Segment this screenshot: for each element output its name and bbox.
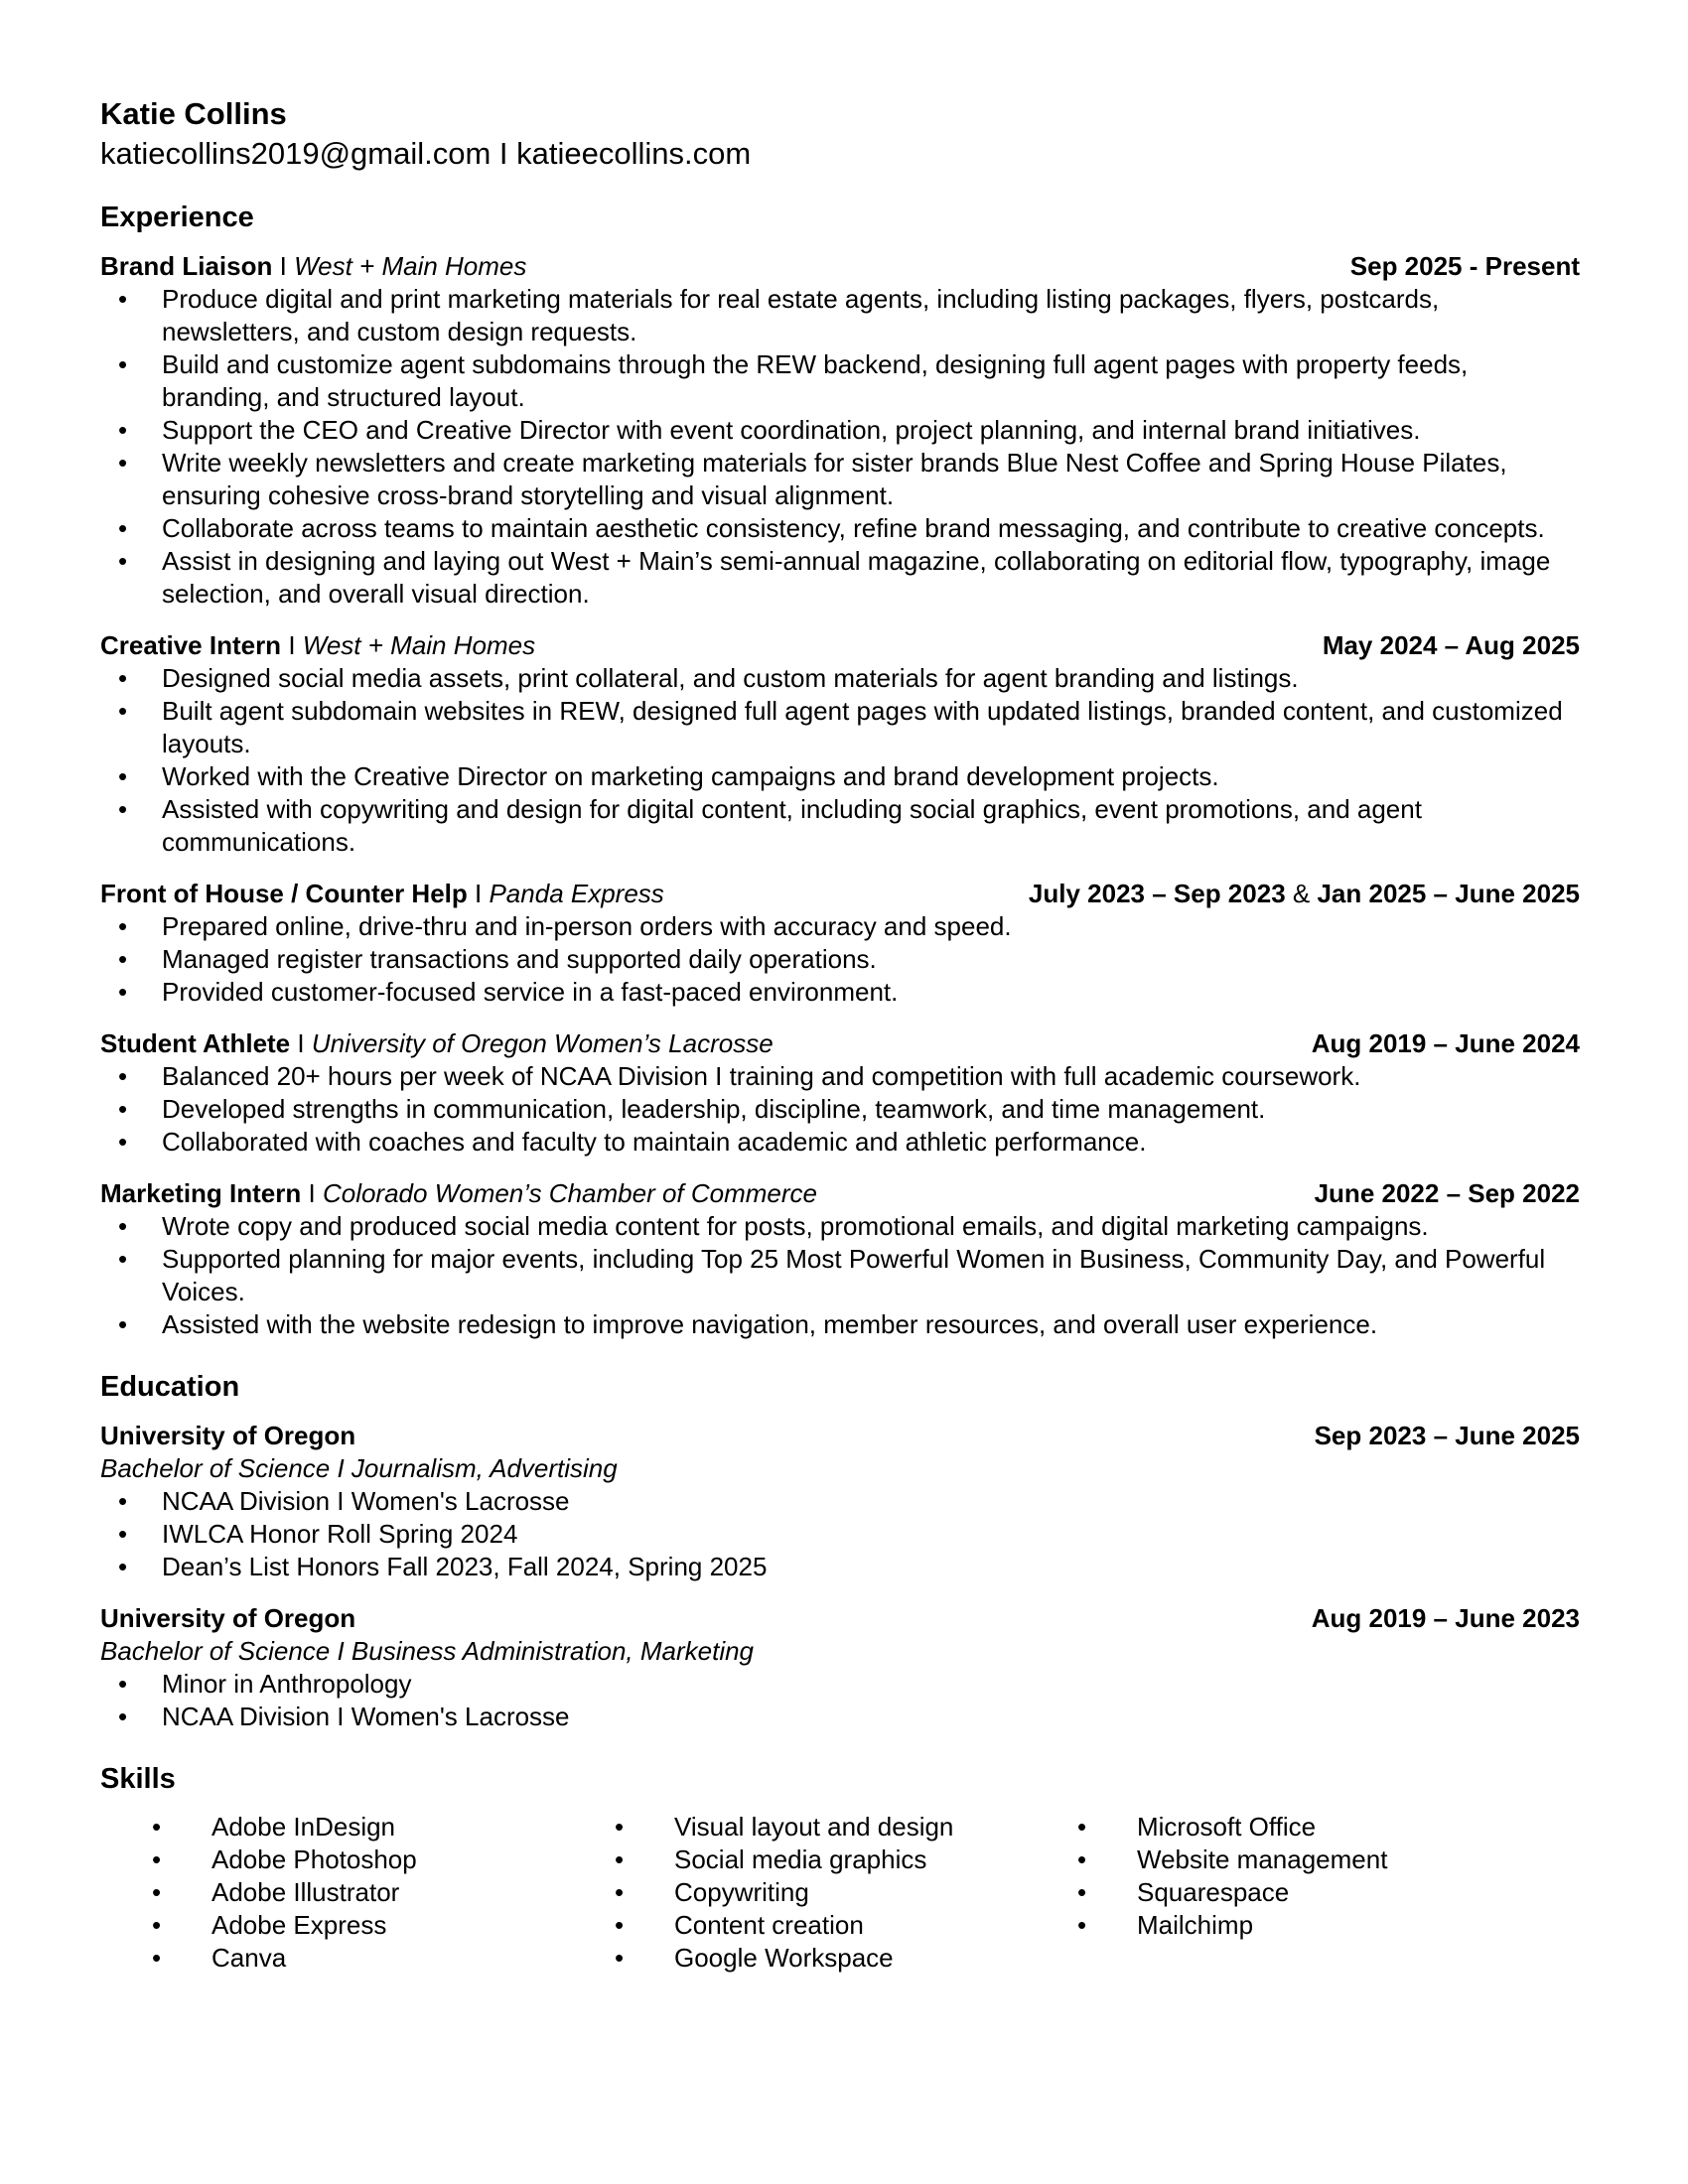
education-header bbox=[100, 1602, 1580, 1635]
skill-item: • Website management bbox=[1026, 1843, 1488, 1876]
skill-item: • Visual layout and design bbox=[563, 1811, 1026, 1843]
education-bullets bbox=[100, 1668, 1580, 1733]
list-item: • Assisted with the website redesign to improve navigation, member resources, and overall user experience. bbox=[100, 1308, 1580, 1341]
list-item: • Balanced 20+ hours per week of NCAA Division I training and competition with full academic coursework. bbox=[100, 1060, 1580, 1093]
list-item: • Dean’s List Honors Fall 2023, Fall 2024, Spring 2025 bbox=[100, 1551, 1580, 1583]
school-name: University of Oregon bbox=[100, 1602, 356, 1633]
skill-item: • Adobe Photoshop bbox=[100, 1843, 563, 1876]
degree-line: Bachelor of Science I Business Administration, Marketing bbox=[100, 1635, 755, 1666]
job-entry bbox=[100, 878, 1580, 1009]
list-item: • Produce digital and print marketing materials for real estate agents, including listing packages, flyers, postcards, newsletters, and custom design requests. bbox=[100, 283, 1580, 348]
skills-column bbox=[100, 1811, 563, 1975]
list-item: • Built agent subdomain websites in REW, designed full agent pages with updated listings, branded content, and customized layouts. bbox=[100, 695, 1580, 760]
skill-item: • Social media graphics bbox=[563, 1843, 1026, 1876]
education-heading: Education bbox=[100, 1371, 240, 1404]
list-item: • IWLCA Honor Roll Spring 2024 bbox=[100, 1518, 1580, 1551]
job-bullets bbox=[100, 662, 1580, 859]
skills-column bbox=[563, 1811, 1026, 1975]
job-title: Student Athlete bbox=[100, 1028, 291, 1059]
job-title-line bbox=[100, 1177, 817, 1210]
job-header bbox=[100, 250, 1580, 283]
job-organization: Panda Express bbox=[489, 879, 664, 909]
separator: I bbox=[279, 251, 287, 282]
job-title-line bbox=[100, 250, 526, 283]
skill-item: • Canva bbox=[100, 1942, 563, 1975]
list-item: • Collaborated with coaches and faculty to maintain academic and athletic performance. bbox=[100, 1126, 1580, 1159]
job-dates-second: Jan 2025 – June 2025 bbox=[1317, 879, 1580, 909]
job-organization: West + Main Homes bbox=[302, 630, 536, 661]
skill-item: • Squarespace bbox=[1026, 1876, 1488, 1909]
skill-item: • Copywriting bbox=[563, 1876, 1026, 1909]
job-dates: May 2024 – Aug 2025 bbox=[1322, 630, 1580, 661]
list-item: • Prepared online, drive-thru and in-person orders with accuracy and speed. bbox=[100, 910, 1580, 943]
school-name: University of Oregon bbox=[100, 1420, 356, 1450]
education-entry bbox=[100, 1602, 1580, 1733]
job-bullets bbox=[100, 1210, 1580, 1341]
job-entry bbox=[100, 1027, 1580, 1159]
list-item: • Write weekly newsletters and create marketing materials for sister brands Blue Nest Coffee and Spring House Pilates, ensuring cohesive cross-brand storytelling and visual alignment. bbox=[100, 447, 1580, 512]
job-header bbox=[100, 878, 1580, 910]
list-item: • NCAA Division I Women's Lacrosse bbox=[100, 1701, 1580, 1733]
skill-item: • Adobe Express bbox=[100, 1909, 563, 1942]
job-title-line bbox=[100, 878, 664, 910]
job-title: Creative Intern bbox=[100, 630, 282, 661]
separator: I bbox=[475, 879, 483, 909]
skill-item: • Adobe InDesign bbox=[100, 1811, 563, 1843]
resume-name: Katie Collins bbox=[100, 96, 287, 131]
job-entry bbox=[100, 250, 1580, 611]
degree-line: Bachelor of Science I Journalism, Advertising bbox=[100, 1452, 618, 1483]
job-bullets bbox=[100, 283, 1580, 611]
job-title: Marketing Intern bbox=[100, 1178, 302, 1209]
resume-page bbox=[100, 95, 1580, 1975]
job-organization: West + Main Homes bbox=[294, 251, 527, 282]
skills-heading: Skills bbox=[100, 1762, 176, 1795]
skills-columns bbox=[100, 1811, 1580, 1975]
job-title: Front of House / Counter Help bbox=[100, 879, 468, 909]
job-entry bbox=[100, 1177, 1580, 1341]
list-item: • Worked with the Creative Director on marketing campaigns and brand development projects. bbox=[100, 760, 1580, 793]
list-item: • Build and customize agent subdomains through the REW backend, designing full agent pages with property feeds, branding, and structured layout. bbox=[100, 348, 1580, 414]
list-item: • Designed social media assets, print collateral, and custom materials for agent branding and listings. bbox=[100, 662, 1580, 695]
skill-item: • Adobe Illustrator bbox=[100, 1876, 563, 1909]
list-item: • Assisted with copywriting and design for digital content, including social graphics, event promotions, and agent communications. bbox=[100, 793, 1580, 859]
job-dates bbox=[1029, 878, 1580, 910]
skill-item: • Google Workspace bbox=[563, 1942, 1026, 1975]
education-header bbox=[100, 1420, 1580, 1452]
job-bullets bbox=[100, 910, 1580, 1009]
education-bullets bbox=[100, 1485, 1580, 1583]
job-dates: Sep 2025 - Present bbox=[1349, 251, 1580, 282]
job-dates: June 2022 – Sep 2022 bbox=[1314, 1178, 1580, 1209]
job-header bbox=[100, 1177, 1580, 1210]
list-item: • Support the CEO and Creative Director with event coordination, project planning, and internal brand initiatives. bbox=[100, 414, 1580, 447]
job-dates-first: July 2023 – Sep 2023 bbox=[1028, 879, 1286, 909]
skill-item: • Microsoft Office bbox=[1026, 1811, 1488, 1843]
skill-item: • Mailchimp bbox=[1026, 1909, 1488, 1942]
contact-line: katiecollins2019@gmail.com I katieecollins.com bbox=[100, 136, 752, 172]
job-header bbox=[100, 1027, 1580, 1060]
education-entry bbox=[100, 1420, 1580, 1583]
list-item: • Managed register transactions and supported daily operations. bbox=[100, 943, 1580, 976]
job-organization: Colorado Women’s Chamber of Commerce bbox=[322, 1178, 817, 1209]
skill-item: • Content creation bbox=[563, 1909, 1026, 1942]
job-title-line bbox=[100, 1027, 774, 1060]
job-organization: University of Oregon Women’s Lacrosse bbox=[311, 1028, 774, 1059]
separator: I bbox=[308, 1178, 316, 1209]
list-item: • Supported planning for major events, including Top 25 Most Powerful Women in Business, Community Day, and Powerful Voices. bbox=[100, 1243, 1580, 1308]
list-item: • Assist in designing and laying out West + Main’s semi-annual magazine, collaborating on editorial flow, typography, image selection, and overall visual direction. bbox=[100, 545, 1580, 611]
education-dates: Sep 2023 – June 2025 bbox=[1314, 1420, 1580, 1450]
experience-heading: Experience bbox=[100, 202, 254, 234]
list-item: • Wrote copy and produced social media content for posts, promotional emails, and digital marketing campaigns. bbox=[100, 1210, 1580, 1243]
list-item: • Developed strengths in communication, leadership, discipline, teamwork, and time management. bbox=[100, 1093, 1580, 1126]
job-header bbox=[100, 629, 1580, 662]
job-title-line bbox=[100, 629, 535, 662]
job-dates: Aug 2019 – June 2024 bbox=[1311, 1028, 1580, 1059]
list-item: • Collaborate across teams to maintain aesthetic consistency, refine brand messaging, and contribute to creative concepts. bbox=[100, 512, 1580, 545]
job-entry bbox=[100, 629, 1580, 859]
job-bullets bbox=[100, 1060, 1580, 1159]
dates-ampersand: & bbox=[1292, 879, 1311, 909]
list-item: • NCAA Division I Women's Lacrosse bbox=[100, 1485, 1580, 1518]
separator: I bbox=[288, 630, 296, 661]
skills-column bbox=[1026, 1811, 1488, 1975]
list-item: • Provided customer-focused service in a fast-paced environment. bbox=[100, 976, 1580, 1009]
separator: I bbox=[297, 1028, 305, 1059]
education-dates: Aug 2019 – June 2023 bbox=[1311, 1602, 1580, 1633]
job-title: Brand Liaison bbox=[100, 251, 273, 282]
list-item: • Minor in Anthropology bbox=[100, 1668, 1580, 1701]
